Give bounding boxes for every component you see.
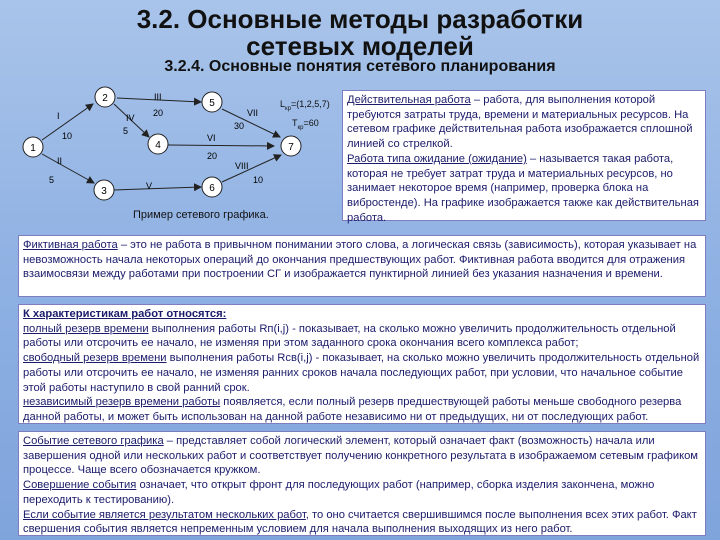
node-4 bbox=[148, 134, 168, 154]
edge-3-6-roman: V bbox=[146, 181, 153, 191]
text-event-completion: означает, что открыт фронт для последующих работ (например, сборка изделия закончена, можно переходить к тестированию). bbox=[23, 479, 655, 506]
term-independent-reserve: независимый резерв времени работы bbox=[23, 396, 221, 409]
fictive-work-box bbox=[18, 235, 706, 297]
title-line-2: сетевых моделей bbox=[246, 31, 474, 61]
real-work-box bbox=[342, 90, 706, 224]
edge-2-5-roman: III bbox=[154, 92, 162, 102]
page-subtitle: 3.2.4. Основные понятия сетевого планирования bbox=[164, 58, 556, 75]
time-reserves-box bbox=[18, 304, 706, 424]
text-full-reserve: выполнения работы Rп(i,j) - показывает, на сколько можно увеличить продолжительность отдельной работы или отсрочить ее начало, не изменяя при этом заданного срока окончания всего комплекса работ; bbox=[23, 322, 676, 350]
term-free-reserve: свободный резерв времени bbox=[23, 352, 167, 365]
node-1 bbox=[23, 137, 43, 157]
text-network-event: – представляет собой логический элемент, который означает факт (возможность) начала или завершения одной или нескольких работ и соответствует получению конкретного результата в изображаемом сетевым графиком процессе. Чаще всего обозначается кружком. bbox=[23, 435, 699, 477]
term-waiting-work: Работа типа ожидание (ожидание) bbox=[347, 152, 527, 165]
formula-t: T bbox=[292, 117, 298, 128]
node-7 bbox=[281, 136, 301, 156]
edge-1-3-roman: II bbox=[57, 156, 63, 166]
page-title bbox=[0, 6, 720, 60]
edge-4-7-roman: VI bbox=[207, 133, 216, 143]
term-event-completion: Совершение события bbox=[23, 479, 137, 492]
text-real-work: – работа, для выполнения которой требуются затраты труда, времени и материальных ресурсов. На сетевом графике действительная работа изображается сплошной линией со стрелкой. bbox=[347, 94, 693, 151]
text-waiting-work: – называется такая работа, которая не требует затрат труда и материальных ресурсов, но занимает некоторое время (например, проверка блока на вибростенде). На графике изображается также как действительная работа. bbox=[347, 152, 699, 224]
edge-5-7-value: 30 bbox=[234, 121, 245, 131]
formula-l-sub: кр bbox=[285, 105, 291, 112]
edge-6-7 bbox=[222, 155, 281, 182]
edge-1-3-value: 5 bbox=[49, 175, 55, 185]
edge-2-4-roman: IV bbox=[126, 113, 135, 123]
critical-path-formula bbox=[280, 97, 330, 135]
node-3 bbox=[94, 180, 114, 200]
term-fictive-work: Фиктивная работа bbox=[23, 239, 118, 251]
edge-4-7 bbox=[168, 145, 274, 146]
diagram-caption: Пример сетевого графика. bbox=[133, 209, 269, 221]
edge-3-6 bbox=[114, 187, 201, 190]
formula-l-value: =(1,2,5,7) bbox=[290, 99, 330, 109]
text-free-reserve: выполнения работы Rсв(i,j) - показывает, на сколько можно увеличить продолжительность отдельной работы или отсрочить ее начало, не изменяя ранних сроков начала последующих работ, при условии, что начальное событие этой работы наступило в свой ранний срок. bbox=[23, 352, 700, 394]
edge-2-5-value: 20 bbox=[153, 108, 164, 118]
node-5-label: 5 bbox=[209, 98, 215, 109]
term-multi-work-event: Если событие является результатом нескольких работ bbox=[23, 508, 306, 521]
node-5 bbox=[202, 92, 222, 112]
title-line-1: 3.2. Основные методы разработки bbox=[136, 4, 584, 34]
network-events-box bbox=[18, 431, 706, 536]
term-real-work: Действительная работа bbox=[347, 94, 471, 106]
formula-t-value: =60 bbox=[303, 117, 319, 128]
node-1-label: 1 bbox=[30, 143, 36, 154]
term-full-reserve: полный резерв времени bbox=[23, 322, 149, 335]
formula-l: L bbox=[280, 99, 286, 109]
text-independent-reserve: появляется, если полный резерв предшествующей работы меньше свободного резерва данной работы, и может быть использован на данной работе независимо ни от предыдущих, ни от последующих работ. bbox=[23, 396, 682, 423]
edge-6-7-value: 10 bbox=[253, 175, 264, 185]
formula-t-sub: кр bbox=[297, 124, 304, 131]
edge-6-7-roman: VIII bbox=[235, 161, 249, 171]
term-network-event: Событие сетевого графика bbox=[23, 435, 164, 447]
edge-1-2-value: 10 bbox=[62, 131, 73, 141]
reserves-heading: К характеристикам работ относятся: bbox=[23, 308, 227, 320]
node-3-label: 3 bbox=[101, 186, 107, 197]
node-6 bbox=[202, 177, 222, 197]
node-2 bbox=[95, 87, 115, 107]
node-4-label: 4 bbox=[155, 140, 161, 151]
edge-1-2-roman: I bbox=[57, 111, 60, 121]
node-7-label: 7 bbox=[288, 142, 294, 153]
text-multi-work-event: , то оно считается свершившимся после выполнения всех этих работ. Факт свершения события является непременным условием для начала выполнения выходящих из него работ. bbox=[23, 508, 697, 536]
edge-4-7-value: 20 bbox=[207, 151, 218, 161]
node-2-label: 2 bbox=[102, 93, 108, 104]
text-fictive-work: – это не работа в привычном понимании этого слова, а логическая связь (зависимость), которая указывает на невозможность начала некоторых операций до окончания предшествующих работ. Фиктивная работа вводится для отражения взаимосвязи между работами при построении СГ и изображается пунктирной линией без указания назначения и времени. bbox=[23, 239, 697, 281]
edge-2-4-value: 5 bbox=[123, 126, 129, 136]
node-6-label: 6 bbox=[209, 183, 215, 194]
edge-5-7-roman: VII bbox=[247, 108, 259, 118]
